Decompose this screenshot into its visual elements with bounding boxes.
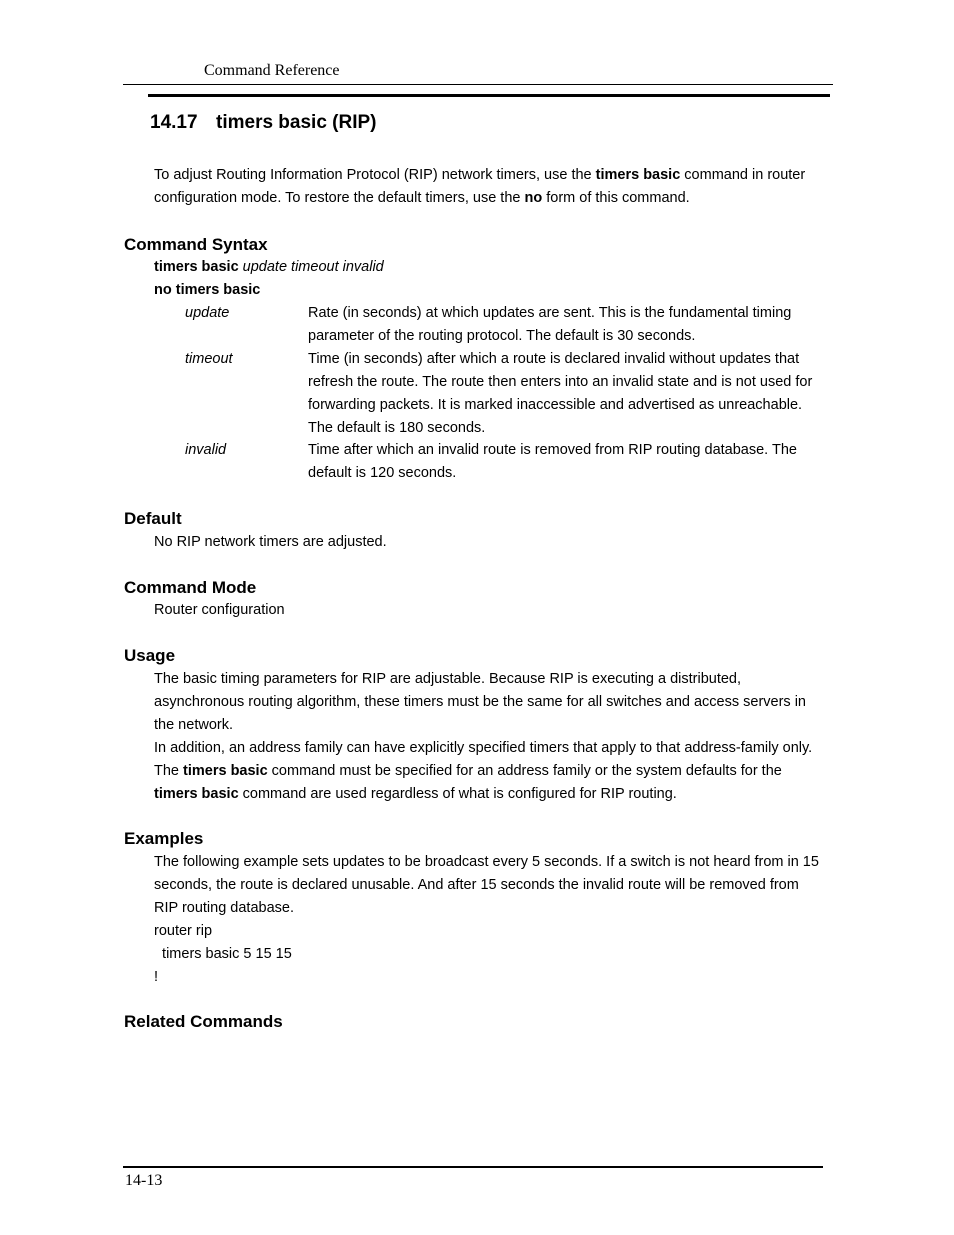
param-desc-timeout xyxy=(308,348,812,440)
example-code-line: timers basic 5 15 15 xyxy=(154,946,292,962)
usage-line xyxy=(154,783,812,806)
usage-line: asynchronous routing algorithm, these timers must be the same for all switches and access servers in xyxy=(154,694,806,710)
param-name-invalid: invalid xyxy=(185,442,227,458)
param-desc-line: Time after which an invalid route is removed from RIP routing database. The xyxy=(308,442,797,458)
syntax-args: update timeout invalid xyxy=(238,259,384,275)
param-desc-line: parameter of the routing protocol. The default is 30 seconds. xyxy=(308,328,696,344)
param-desc-invalid xyxy=(308,439,797,485)
param-name-timeout: timeout xyxy=(185,351,233,367)
usage-line: In addition, an address family can have explicitly specified timers that apply to that address-family only. xyxy=(154,740,813,756)
section-heading xyxy=(150,112,377,134)
param-desc-line: default is 120 seconds. xyxy=(308,465,457,481)
footer-rule xyxy=(123,1166,823,1168)
usage-line: the network. xyxy=(154,717,233,733)
examples-paragraph xyxy=(154,851,819,989)
param-desc-line: The default is 180 seconds. xyxy=(308,420,486,436)
section-title: timers basic (RIP) xyxy=(216,112,377,133)
related-commands-heading: Related Commands xyxy=(124,1012,283,1031)
usage-paragraph xyxy=(154,668,812,806)
intro-keyword: no xyxy=(524,190,543,206)
intro-text: configuration mode. To restore the default timers, use the xyxy=(154,190,525,206)
default-text: No RIP network timers are adjusted. xyxy=(154,534,387,550)
usage-text: command are used regardless of what is configured for RIP routing. xyxy=(238,786,677,802)
command-mode-text: Router configuration xyxy=(154,602,285,618)
example-line: The following example sets updates to be broadcast every 5 seconds. If a switch is not heard from in 15 xyxy=(154,854,819,870)
param-name-update: update xyxy=(185,305,230,321)
running-header: Command Reference xyxy=(204,62,340,79)
intro-paragraph xyxy=(154,164,805,210)
examples-heading: Examples xyxy=(124,829,204,848)
example-code-line: router rip xyxy=(154,923,213,939)
header-rule-thick xyxy=(148,94,830,97)
default-heading: Default xyxy=(124,509,182,528)
param-desc-line: forwarding packets. It is marked inaccessible and advertised as unreachable. xyxy=(308,397,803,413)
usage-text: command must be specified for an address family or the system defaults for the xyxy=(267,763,782,779)
command-syntax-heading: Command Syntax xyxy=(124,235,268,254)
syntax-no-line xyxy=(154,279,260,302)
command-mode-heading: Command Mode xyxy=(124,578,257,597)
usage-command: timers basic xyxy=(183,763,268,779)
usage-command: timers basic xyxy=(154,786,239,802)
page-number: 14-13 xyxy=(125,1172,163,1189)
usage-heading: Usage xyxy=(124,646,176,665)
intro-text: command in router xyxy=(680,167,806,183)
example-line: seconds, the route is declared unusable. And after 15 seconds the invalid route will be removed from xyxy=(154,877,799,893)
syntax-command: timers basic xyxy=(154,259,239,275)
section-number: 14.17 xyxy=(150,112,198,133)
intro-text: To adjust Routing Information Protocol (RIP) network timers, use the xyxy=(154,167,596,183)
param-desc-update xyxy=(308,302,791,348)
syntax-no-command: no timers basic xyxy=(154,282,261,298)
usage-line xyxy=(154,760,812,783)
usage-text: The xyxy=(154,763,184,779)
param-desc-line: Time (in seconds) after which a route is declared invalid without updates that xyxy=(308,351,800,367)
intro-command: timers basic xyxy=(595,167,681,183)
usage-line: The basic timing parameters for RIP are adjustable. Because RIP is executing a distributed, xyxy=(154,671,742,687)
example-line: RIP routing database. xyxy=(154,900,294,916)
param-desc-line: refresh the route. The route then enters into an invalid state and is not used for xyxy=(308,374,813,390)
header-rule xyxy=(123,84,833,85)
param-desc-line: Rate (in seconds) at which updates are sent. This is the fundamental timing xyxy=(308,305,792,321)
example-code-line: ! xyxy=(154,969,159,985)
intro-text: form of this command. xyxy=(542,190,690,206)
syntax-line xyxy=(154,256,384,279)
